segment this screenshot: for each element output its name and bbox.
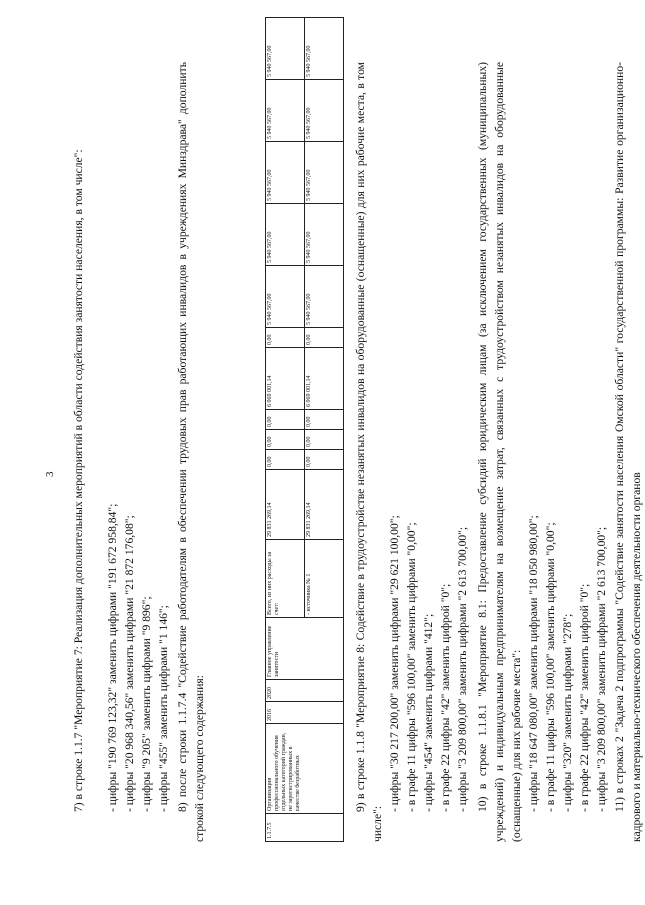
funding-label: - источника № 1 (305, 540, 344, 618)
funding-value: 5 940 567,00 (305, 204, 344, 266)
item10-line: - цифры "3 209 800,00" заменить цифрами "2 613 700,00"; (595, 526, 608, 812)
item7-line: - цифры "455" заменить цифрами "1 146"; (157, 605, 170, 812)
item10-line: - в графе 22 цифры "42" заменить цифрой "0"; (578, 583, 591, 812)
item9-line: - в графе 22 цифры "42" заменить цифрой "0"; (439, 583, 452, 812)
item9-list (386, 62, 471, 842)
funding-2017: 0,00 (305, 430, 344, 450)
funding-2018: 0,00 (305, 410, 344, 430)
inserted-row-table (265, 17, 344, 842)
year-start: 2016 (266, 702, 344, 724)
row-code: 1.1.7.5 (266, 814, 344, 842)
funding-value: 5 940 567,00 (305, 18, 344, 80)
funding-value: 5 940 567,00 (305, 80, 344, 142)
item7-line: - цифры "190 769 123,32" заменить цифрами "191 672 958,84"; (106, 503, 119, 812)
funding-total: 29 831 269,14 (266, 470, 305, 540)
item7-line: - цифры "9 205" заменить цифрами "9 896"; (140, 596, 153, 812)
rotated-page (40, 22, 643, 882)
page-number: 3 (44, 471, 56, 477)
item11-text: 11) в строках 2 "Задача 2 подпрограммы "Содействие занятости населения Омской области" государственной программы: Развитие организационно-кадрового и материально-технического обеспечения деятельности органов (613, 62, 643, 842)
funding-value: 5 940 567,00 (266, 80, 305, 142)
item9-intro: 9) в строке 1.1.8 "Мероприятие 8: Содействие в трудоустройстве незанятых инвалидов на оборудованные (оснащенные) для них рабочие места, в том числе": (354, 62, 384, 842)
item10-intro: 10) в строке 1.1.8.1 "Мероприятие 8.1: Предоставление субсидий юридическим лицам (за исключением государственных (муниципальных) учреждений) и индивидуальным предпринимателям на возмещение затрат, связанных с трудоустройством незанятых инвалидов на оборудованные (оснащенные) для них рабочие места": (476, 62, 523, 842)
funding-2020: 0,00 (266, 328, 305, 348)
funding-value: 5 940 567,00 (305, 266, 344, 328)
item7-list (104, 62, 172, 842)
item7-intro: 7) в строке 1.1.7 "Мероприятие 7: Реализация дополнительных мероприятий в области содействия занятости населения, в том числе": (72, 149, 85, 812)
funding-2020: 0,00 (305, 328, 344, 348)
table-row (266, 18, 305, 842)
funding-2016: 0,00 (305, 450, 344, 470)
funding-2019: 6 069 001,14 (266, 348, 305, 410)
funding-value: 5 940 567,00 (266, 18, 305, 80)
item9-line: - цифры "3 209 800,00" заменить цифрами "2 613 700,00"; (456, 526, 469, 812)
item9-line: - в графе 11 цифры "596 100,00" заменить цифрами "0,00"; (405, 522, 418, 812)
funding-2016: 0,00 (266, 450, 305, 470)
item8-text: 8) после строки 1.1.7.4 "Содействие работодателям в обеспечении трудовых прав работающих инвалидов в учреждениях Минздрава" дополнить строкой следующего содержания: (176, 62, 206, 842)
funding-2017: 0,00 (266, 430, 305, 450)
row-name: Организация профессионального обучения отдельных категорий граждан, не зарегистрированных в качестве безработных (266, 724, 344, 814)
funding-label: Всего, из них расходы за счет: (266, 540, 305, 618)
item10-line: - цифры "320" заменить цифрами "278"; (561, 613, 574, 812)
funding-value: 5 940 567,00 (305, 142, 344, 204)
item10-line: - в графе 11 цифры "596 100,00" заменить цифрами "0,00"; (544, 522, 557, 812)
item10-line: - цифры "18 647 080,00" заменить цифрами "18 050 980,00"; (527, 515, 540, 812)
executor: Главное управление занятости (266, 618, 344, 680)
item7-line: - цифры "20 968 340,56" заменить цифрами "21 872 176,08"; (123, 515, 136, 812)
funding-total: 29 831 269,14 (305, 470, 344, 540)
year-end: 2020 (266, 680, 344, 702)
funding-value: 5 940 567,00 (266, 266, 305, 328)
item9-line: - цифры "30 217 200,00" заменить цифрами "29 621 100,00"; (388, 515, 401, 812)
item10-list (525, 62, 610, 842)
funding-2019: 6 069 001,14 (305, 348, 344, 410)
funding-value: 5 940 567,00 (266, 204, 305, 266)
item9-line: - цифры "454" заменить цифрами "412"; (422, 613, 435, 812)
funding-2018: 0,00 (266, 410, 305, 430)
funding-value: 5 940 567,00 (266, 142, 305, 204)
